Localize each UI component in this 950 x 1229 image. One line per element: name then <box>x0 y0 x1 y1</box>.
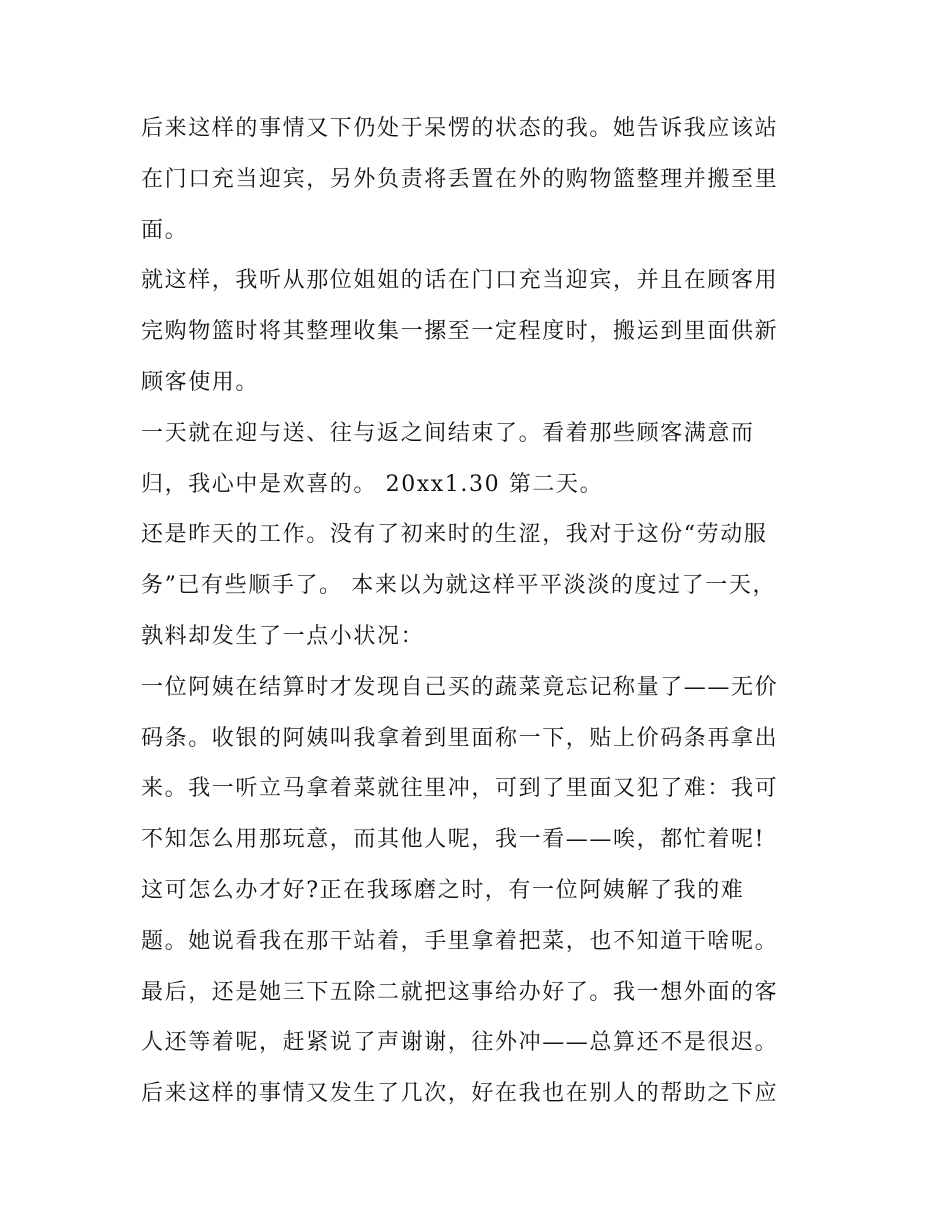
text-line: 不知怎么用那玩意，而其他人呢，我一看——唉，都忙着呢! <box>141 827 766 853</box>
text-line: 在门口充当迎宾，另外负责将丢置在外的购物篮整理并搬至里 <box>141 166 779 192</box>
text-line: 孰料却发生了一点小状况： <box>141 623 425 649</box>
text-line: 还是昨天的工作。没有了初来时的生涩，我对于这份“劳动服 <box>141 522 768 548</box>
text-line: 后来这样的事情又发生了几次，好在我也在别人的帮助之下应 <box>141 1081 779 1107</box>
text-line: 就这样，我听从那位姐姐的话在门口充当迎宾，并且在顾客用 <box>141 268 779 294</box>
body-text <box>141 104 821 1120</box>
text-line: 一位阿姨在结算时才发现自己买的蔬菜竟忘记称量了——无价 <box>141 674 779 700</box>
text-line: 后来这样的事情又下仍处于呆愣的状态的我。她告诉我应该站 <box>141 116 779 141</box>
text-line: 完购物篮时将其整理收集一摞至一定程度时，搬运到里面供新 <box>141 319 779 345</box>
text-line: 来。我一听立马拿着菜就往里冲，可到了里面又犯了难：我可 <box>141 776 779 802</box>
text-line: 归，我心中是欢喜的。 20xx1.30 第二天。 <box>141 471 604 497</box>
text-line: 题。她说看我在那干站着，手里拿着把菜，也不知道干啥呢。 <box>141 928 779 954</box>
text-line: 一天就在迎与送、往与返之间结束了。看着那些顾客满意而 <box>141 420 755 446</box>
text-line: 码条。收银的阿姨叫我拿着到里面称一下，贴上价码条再拿出 <box>141 725 779 751</box>
text-line: 顾客使用。 <box>141 369 260 395</box>
text-line: 人还等着呢，赶紧说了声谢谢，往外冲——总算还不是很迟。 <box>141 1030 779 1056</box>
text-line: 务”已有些顺手了。 本来以为就这样平平淡淡的度过了一天， <box>141 573 777 599</box>
text-line: 面。 <box>141 217 189 243</box>
text-line: 这可怎么办才好?正在我琢磨之时，有一位阿姨解了我的难 <box>141 877 745 903</box>
text-line: 最后，还是她三下五除二就把这事给办好了。我一想外面的客 <box>141 979 779 1005</box>
